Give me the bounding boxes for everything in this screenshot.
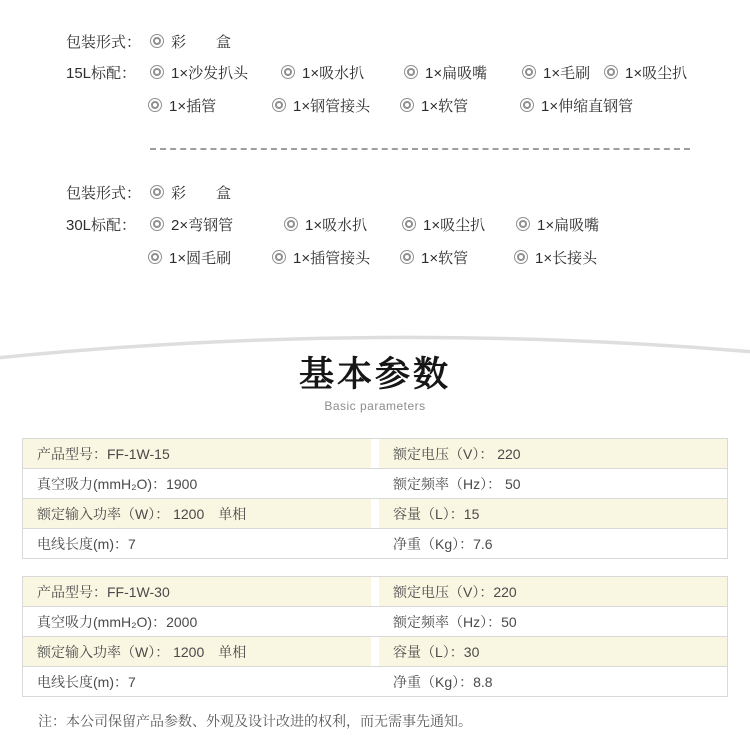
accessory-item: 1×扁吸嘴 <box>425 64 488 82</box>
radio-icon <box>514 250 528 264</box>
accessory-item: 1×软管 <box>421 97 469 115</box>
spec-cell: 容量（L）：30 <box>379 637 727 666</box>
spec-cell: 额定频率（Hz）： 50 <box>393 475 521 492</box>
column-gutter <box>371 637 379 666</box>
spec-cell: 真空吸力(mmH₂O)：2000 <box>37 613 198 630</box>
column-gutter <box>371 577 379 606</box>
radio-icon <box>400 98 414 112</box>
spec-cell: 净重（Kg）：7.6 <box>393 535 493 552</box>
spec-table-30l <box>22 576 728 697</box>
radio-icon <box>148 250 162 264</box>
accessory-item: 1×吸尘扒 <box>625 64 688 82</box>
column-gutter <box>371 667 379 696</box>
accessories-row1-30l <box>66 213 599 235</box>
spec-cell: 额定频率（Hz）：50 <box>393 613 517 630</box>
spec-cell: 额定输入功率（W）： 1200 单相 <box>23 637 371 666</box>
spec-cell: 额定输入功率（W）： 1200 单相 <box>23 499 371 528</box>
accessory-item: 1×插管接头 <box>293 249 371 267</box>
radio-icon <box>520 98 534 112</box>
accessory-item: 1×吸水扒 <box>302 64 365 82</box>
table-row <box>23 667 727 696</box>
radio-icon <box>272 250 286 264</box>
column-gutter <box>371 469 379 498</box>
accessory-item: 2×弯钢管 <box>171 216 234 234</box>
page-subtitle: Basic parameters <box>324 399 426 413</box>
table-row <box>23 529 727 558</box>
radio-icon <box>404 65 418 79</box>
column-gutter <box>371 607 379 636</box>
packaging-label: 包装形式： <box>66 184 142 202</box>
column-gutter <box>371 439 379 468</box>
packaging-row-15l <box>66 30 231 52</box>
packaging-value: 彩 盒 <box>171 184 232 202</box>
accessory-item: 1×软管 <box>421 249 469 267</box>
accessory-item: 1×吸水扒 <box>305 216 368 234</box>
accessory-item: 1×长接头 <box>535 249 598 267</box>
accessory-item: 1×毛刷 <box>543 64 591 82</box>
spec-cell: 电线长度(m)：7 <box>37 535 136 552</box>
accessory-item: 1×插管 <box>169 97 217 115</box>
radio-icon <box>150 185 164 199</box>
dashed-divider <box>150 148 690 150</box>
table-row <box>23 607 727 637</box>
spec-cell: 产品型号：FF-1W-15 <box>23 439 371 468</box>
packaging-value: 彩 盒 <box>171 33 232 51</box>
table-row <box>23 439 727 469</box>
accessories-row2-15l <box>148 94 633 116</box>
accessories-row2-30l <box>148 246 597 268</box>
disclaimer-note: 注：本公司保留产品参数、外观及设计改进的权利，而无需事先通知。 <box>38 713 472 729</box>
radio-icon <box>400 250 414 264</box>
spec-cell: 电线长度(m)：7 <box>37 673 136 690</box>
radio-icon <box>516 217 530 231</box>
radio-icon <box>148 98 162 112</box>
accessory-item: 1×圆毛刷 <box>169 249 232 267</box>
accessory-item: 1×伸缩直钢管 <box>541 97 634 115</box>
config-label: 30L标配： <box>66 216 137 234</box>
radio-icon <box>604 65 618 79</box>
radio-icon <box>281 65 295 79</box>
spec-cell: 额定电压（V）： 220 <box>379 439 727 468</box>
spec-cell: 产品型号：FF-1W-30 <box>23 577 371 606</box>
radio-icon <box>150 34 164 48</box>
radio-icon <box>272 98 286 112</box>
accessory-item: 1×钢管接头 <box>293 97 371 115</box>
spec-cell: 容量（L）：15 <box>379 499 727 528</box>
spec-table-15l <box>22 438 728 559</box>
column-gutter <box>371 499 379 528</box>
accessory-item: 1×扁吸嘴 <box>537 216 600 234</box>
spec-cell: 真空吸力(mmH₂O)：1900 <box>37 475 198 492</box>
accessory-item: 1×沙发扒头 <box>171 64 249 82</box>
accessory-item: 1×吸尘扒 <box>423 216 486 234</box>
radio-icon <box>150 65 164 79</box>
table-row <box>23 577 727 607</box>
table-row <box>23 637 727 667</box>
packaging-row-30l <box>66 181 231 203</box>
page-title: 基本参数 <box>298 355 451 394</box>
spec-cell: 净重（Kg）：8.8 <box>393 673 493 690</box>
radio-icon <box>284 217 298 231</box>
packaging-label: 包装形式： <box>66 33 142 51</box>
table-row <box>23 499 727 529</box>
radio-icon <box>522 65 536 79</box>
config-label: 15L标配： <box>66 64 137 82</box>
column-gutter <box>371 529 379 558</box>
radio-icon <box>402 217 416 231</box>
accessories-row1-15l <box>66 61 687 83</box>
radio-icon <box>150 217 164 231</box>
table-row <box>23 469 727 499</box>
spec-cell: 额定电压（V）：220 <box>379 577 727 606</box>
